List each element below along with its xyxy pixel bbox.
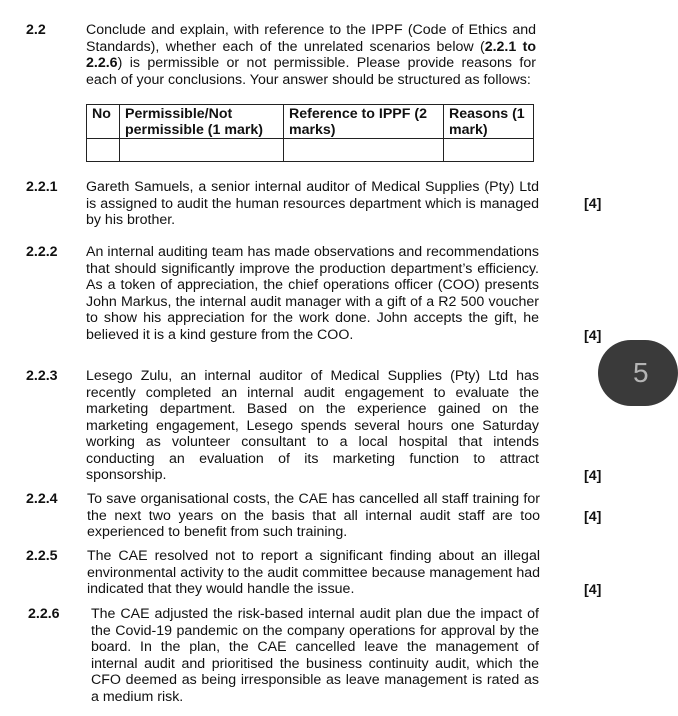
cell-no [87,139,120,162]
question-intro [86,22,536,88]
table-header-row [87,105,534,139]
header-reference: Reference to IPPF (2 marks) [284,105,444,139]
scenario-text-2-2-6: The CAE adjusted the risk-based internal audit plan due the impact of the Covid-19 pandemic on the company operations for approval by the board. In the plan, the CAE cancelled leave the management of internal audit and prioritised the business continuity audit, which the CFO deemed as being irresponsible as leave management is rated as a medium risk. [91,606,539,705]
header-no: No [87,105,120,139]
header-permissible: Permissible/Not permissible (1 mark) [120,105,284,139]
table-empty-row [87,139,534,162]
scenario-text-2-2-1: Gareth Samuels, a senior internal auditor of Medical Supplies (Pty) Ltd is assigned to audit the human resources department which is managed by his brother. [86,179,539,228]
answer-structure-table [86,104,534,162]
intro-text-end: ) is permissible or not permissible. Please provide reasons for each of your conclusions. Your answer should be structured as follows: [86,55,536,88]
cell-reference [284,139,444,162]
scenario-number-2-2-2: 2.2.2 [26,244,58,260]
intro-text-start: Conclude and explain, with reference to the IPPF (Code of Ethics and Standards), whether each of the unrelated scenarios below ( [86,22,536,55]
scenario-marks-2-2-5: [4] [584,582,602,598]
scenario-marks-2-2-2: [4] [584,328,602,344]
scenario-marks-2-2-1: [4] [584,196,602,212]
question-number: 2.2 [26,22,46,38]
side-page-number: 5 [633,357,649,388]
scenario-number-2-2-5: 2.2.5 [26,548,58,564]
scenario-text-2-2-4: To save organisational costs, the CAE has cancelled all staff training for the next two years on the basis that all internal audit staff are too experienced to benefit from such training. [87,491,540,540]
scenario-number-2-2-4: 2.2.4 [26,491,58,507]
scenario-marks-2-2-3: [4] [584,468,602,484]
scenario-marks-2-2-4: [4] [584,509,602,525]
scenario-text-2-2-5: The CAE resolved not to report a significant finding about an illegal environmental activity to the audit committee because management had indicated that they would handle the issue. [87,548,540,597]
scenario-number-2-2-6: 2.2.6 [28,606,60,622]
cell-permissible [120,139,284,162]
scenario-number-2-2-1: 2.2.1 [26,179,58,195]
intro-scenario-range: 2.2.1 to 2.2.6 [86,38,537,71]
header-reasons: Reasons (1 mark) [444,105,534,139]
scenario-text-2-2-2: An internal auditing team has made observations and recommendations that should significantly improve the production department’s efficiency. As a token of appreciation, the chief operations officer (COO) presents John Markus, the internal audit manager with a gift of a R2 500 voucher to show his appreciation for the work done. John accepts the gift, he believed it is a kind gesture from the COO. [86,244,539,343]
cell-reasons [444,139,534,162]
scenario-number-2-2-3: 2.2.3 [26,368,58,384]
scenario-text-2-2-3: Lesego Zulu, an internal auditor of Medical Supplies (Pty) Ltd has recently completed an internal audit engagement to evaluate the marketing department. Based on the experience gained on the marketing engagement, Lesego spends several hours one Saturday working as volunteer consultant to a local hospital that intends conducting an evaluation of its marketing function to attract sponsorship. [86,368,539,483]
